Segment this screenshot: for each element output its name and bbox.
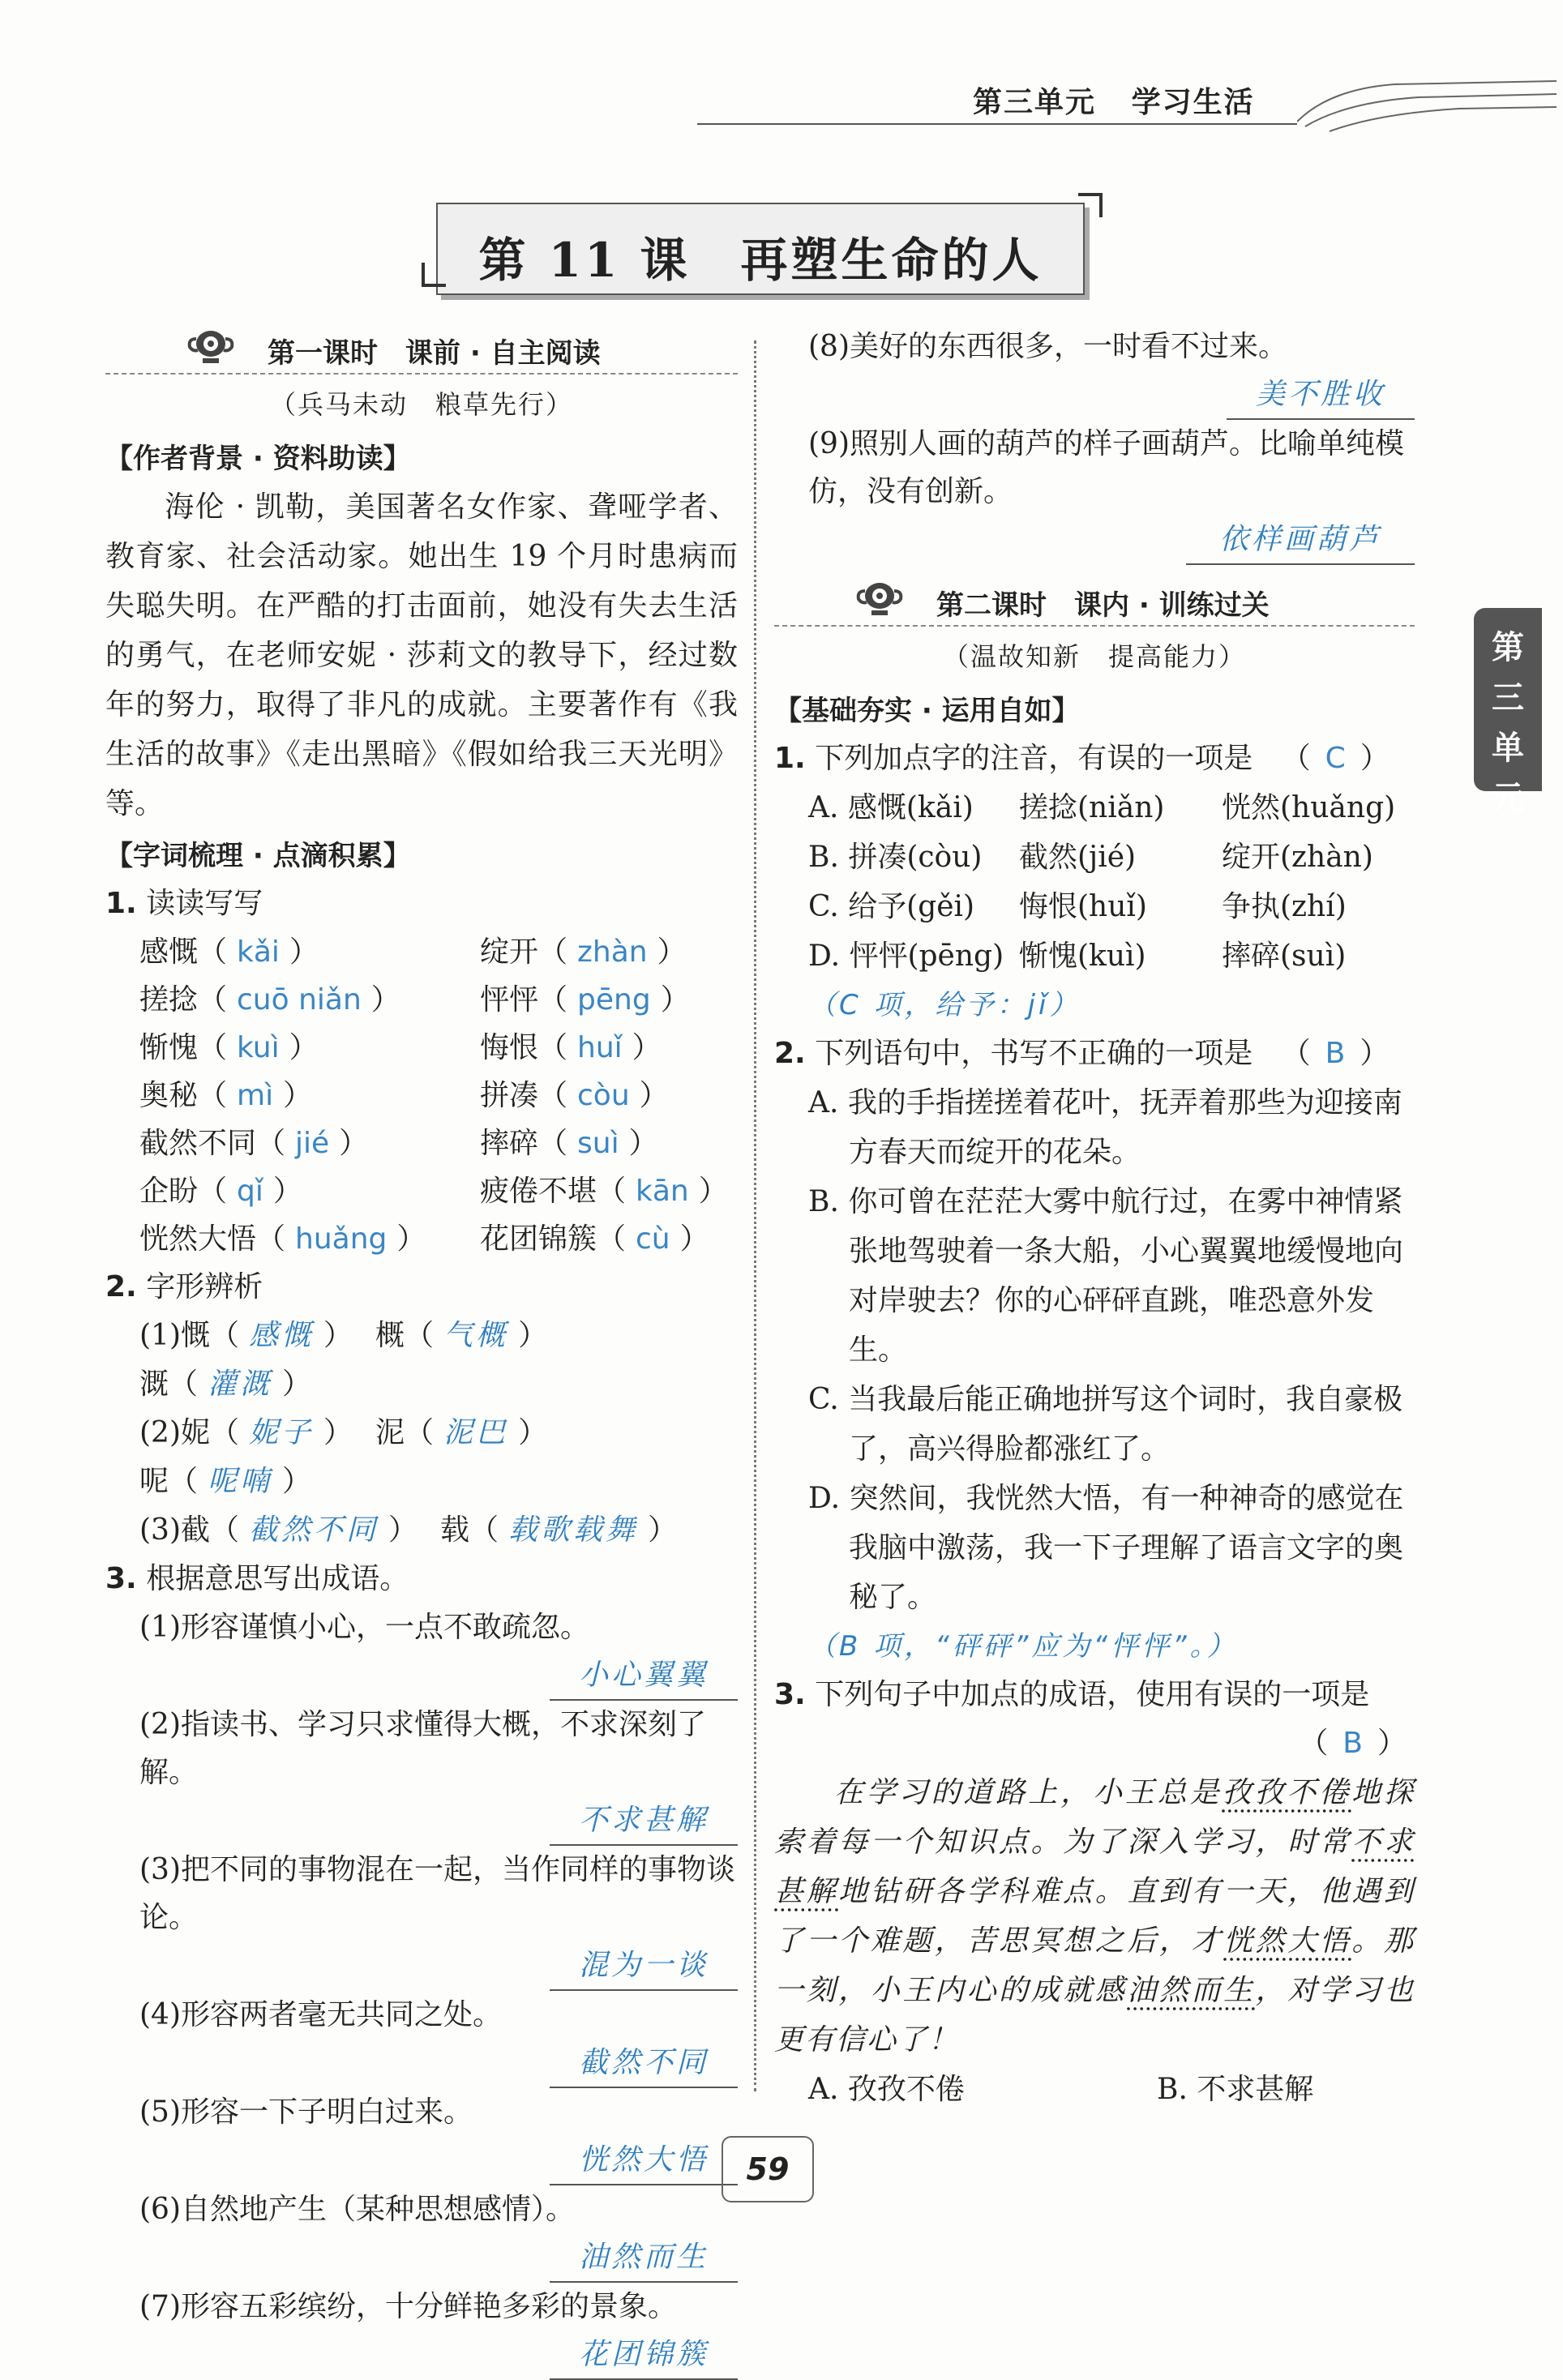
words-heading: 【字词梳理 · 点滴积累】 xyxy=(105,840,411,872)
lesson-title: 第 11 课 再塑生命的人 xyxy=(478,233,1043,288)
idiom-item xyxy=(774,420,1415,565)
glyph-label: (1)慨（ xyxy=(139,1319,239,1352)
pinyin-answer: còu xyxy=(577,1079,630,1112)
pinyin-grid xyxy=(105,928,738,1263)
idiom-definition: (6)自然地产生（某种思想感情）。 xyxy=(139,2193,575,2226)
paren-close: ） xyxy=(323,1416,353,1449)
option-text: B. 拼凑(còu) xyxy=(808,841,983,874)
mc-question-1 xyxy=(774,734,1415,783)
word-label: 疲倦不堪（ xyxy=(480,1175,627,1208)
pinyin-item xyxy=(139,976,480,1024)
paren-close: ） xyxy=(660,983,690,1017)
pinyin-answer: kuì xyxy=(237,1031,280,1064)
paren-close: ） xyxy=(698,1175,728,1208)
glyph-row xyxy=(105,1312,738,1409)
glyph-cell xyxy=(375,1409,547,1458)
section-subtitle: （兵马未动 粮草先行） xyxy=(269,389,573,420)
question-1 xyxy=(105,880,738,928)
question-number: 3. xyxy=(774,1678,806,1711)
paren-close: ） xyxy=(289,935,319,969)
pinyin-item xyxy=(139,1215,480,1263)
word-label: 感慨（ xyxy=(139,935,228,969)
answer-line xyxy=(139,1796,738,1846)
glyph-grid xyxy=(105,1312,738,1555)
dotted-idiom: 不求甚解 xyxy=(774,1826,1415,1908)
section-subtitle: （温故知新 提高能力） xyxy=(942,641,1246,672)
pinyin-item xyxy=(480,976,772,1024)
header-subject: 学习生活 xyxy=(1131,86,1255,119)
pinyin-item xyxy=(139,1167,480,1215)
paren-close: ） xyxy=(289,1031,319,1064)
right-column xyxy=(774,323,1415,2114)
option-text: 争执(zhí) xyxy=(1222,890,1347,923)
question-text: 读读写写 xyxy=(146,887,263,920)
answer-note: （C 项，给予：jǐ） xyxy=(808,989,1081,1021)
page-number: 59 xyxy=(722,2136,814,2202)
glyph-label: 呢（ xyxy=(139,1465,199,1498)
idiom-answer: 美不胜收 xyxy=(1227,370,1415,420)
pinyin-item xyxy=(480,1072,772,1119)
paren-close: ） xyxy=(518,1416,548,1449)
option-text: 恍然(huǎng) xyxy=(1222,791,1396,824)
paren-close: ） xyxy=(283,1079,313,1112)
idiom-item xyxy=(105,2088,738,2185)
idiom-answer: 花团锦簇 xyxy=(550,2331,738,2380)
trophy-icon xyxy=(855,580,904,617)
paren-close: ） xyxy=(388,1513,418,1547)
pinyin-item xyxy=(480,1167,772,1215)
pinyin-answer: pēng xyxy=(577,983,651,1017)
paren-close: ） xyxy=(396,1222,426,1256)
answer-line xyxy=(139,1941,738,1991)
word-label: 恍然大悟（ xyxy=(139,1222,286,1256)
idiom-answer: 小心翼翼 xyxy=(550,1651,738,1701)
option-text: A. 孜孜不倦 xyxy=(808,2073,965,2106)
idiom-definition: (9)照别人画的葫芦的样子画葫芦。比喻单纯模仿，没有创新。 xyxy=(808,427,1404,508)
corner-mark xyxy=(1078,193,1103,217)
idiom-answer: 截然不同 xyxy=(550,2039,738,2088)
idiom-definition: (5)形容一下子明白过来。 xyxy=(139,2095,473,2129)
passage-text: ，对学习也更有信心了！ xyxy=(774,1974,1415,2057)
pinyin-item xyxy=(139,1024,480,1072)
word-label: 怦怦（ xyxy=(480,983,568,1017)
option-text: 悔恨(huǐ) xyxy=(1019,890,1147,923)
passage-text: 。那一刻，小王内心的成就感 xyxy=(774,1924,1415,2007)
glyph-label: (3)截（ xyxy=(139,1513,239,1547)
glyph-cell xyxy=(139,1312,353,1360)
glyph-answer: 载歌载舞 xyxy=(508,1513,639,1547)
glyph-label: 溉（ xyxy=(139,1368,199,1401)
paren-close: ） xyxy=(370,983,400,1017)
answer-letter: B xyxy=(1342,1727,1363,1760)
pinyin-answer: qǐ xyxy=(237,1175,263,1208)
word-label: 企盼（ xyxy=(139,1175,228,1208)
question-text: 字形辨析 xyxy=(146,1270,263,1303)
section-title: 第一课时 课前 · 自主阅读 xyxy=(268,337,601,370)
unit-side-tab xyxy=(1474,608,1542,817)
glyph-answer: 泥巴 xyxy=(443,1416,509,1449)
paren-close: ） xyxy=(679,1222,709,1256)
glyph-answer: 气概 xyxy=(443,1319,509,1352)
idiom-answer: 不求甚解 xyxy=(550,1796,738,1846)
glyph-cell xyxy=(139,1409,353,1458)
glyph-cell xyxy=(139,1360,311,1409)
option-row xyxy=(774,931,1415,981)
question-2 xyxy=(105,1263,738,1312)
glyph-label: 概（ xyxy=(375,1319,435,1352)
option-text: 截然(jié) xyxy=(1019,841,1137,874)
word-label: 奥秘（ xyxy=(139,1079,228,1112)
author-paragraph xyxy=(105,482,738,828)
paren-close: ） xyxy=(657,935,687,969)
question-number: 2. xyxy=(105,1270,137,1303)
glyph-label: (2)妮（ xyxy=(139,1416,239,1449)
idiom-item xyxy=(105,2185,738,2283)
option-row xyxy=(774,783,1415,833)
question-number: 1. xyxy=(105,887,137,920)
author-heading: 【作者背景 · 资料助读】 xyxy=(105,443,411,475)
idiom-answer: 油然而生 xyxy=(550,2233,738,2283)
answer-line xyxy=(139,2331,738,2380)
word-label: 拼凑（ xyxy=(480,1079,568,1112)
idiom-definition: (2)指读书、学习只求懂得大概，不求深刻了解。 xyxy=(139,1708,706,1789)
paren-close: ） xyxy=(628,1127,658,1160)
option-text: B. 不求甚解 xyxy=(1157,2073,1314,2106)
pinyin-answer: cù xyxy=(636,1222,670,1256)
answer-paren: （ xyxy=(1299,1727,1329,1760)
glyph-cell xyxy=(139,1506,418,1555)
pinyin-answer: mì xyxy=(237,1079,274,1112)
paren-close: ） xyxy=(648,1513,678,1547)
pinyin-answer: jié xyxy=(295,1127,330,1160)
glyph-row xyxy=(105,1409,738,1506)
mc-question-2 xyxy=(774,1029,1415,1078)
pinyin-item xyxy=(139,1072,480,1119)
option-row xyxy=(774,882,1415,931)
answer-paren: ） xyxy=(1377,1727,1407,1760)
idiom-definition: (8)美好的东西很多，一时看不过来。 xyxy=(808,330,1287,363)
answer-line xyxy=(139,2039,738,2088)
pinyin-answer: huǎng xyxy=(295,1222,388,1256)
question-3 xyxy=(105,1555,738,1603)
idiom-item xyxy=(774,323,1415,420)
pinyin-answer: suì xyxy=(577,1127,619,1160)
option-text: C. 当我最后能正确地拼写这个词时，我自豪极了，高兴得脸都涨红了。 xyxy=(808,1383,1403,1466)
idiom-list xyxy=(105,1603,738,2380)
mc2-options xyxy=(774,1078,1415,1622)
option-text: D. 怦怦(pēng) xyxy=(808,940,1004,973)
header-unit: 第三单元 xyxy=(973,86,1097,119)
glyph-row xyxy=(105,1506,738,1555)
option-text: A. 我的手指搓搓着花叶，抚弄着那些为迎接南方春天而绽开的花朵。 xyxy=(808,1086,1402,1169)
header-title xyxy=(973,79,1255,121)
idiom-item xyxy=(105,1846,738,1991)
passage-text: 地探索着每一个知识点。为了深入学习，时常 xyxy=(774,1776,1415,1859)
pinyin-item xyxy=(139,1119,480,1167)
question-text: 下列加点字的注音，有误的一项是 xyxy=(815,742,1253,775)
mc3-options xyxy=(774,2065,1415,2114)
answer-line xyxy=(139,2233,738,2283)
paren-close: ） xyxy=(632,1031,662,1064)
glyph-cell xyxy=(440,1506,677,1555)
side-tab-label: 第三单元 xyxy=(1492,629,1524,817)
pinyin-item xyxy=(139,928,480,976)
header-rule xyxy=(697,123,1297,125)
question-text: 下列句子中加点的成语，使用有误的一项是 xyxy=(815,1678,1370,1711)
word-label: 悔恨（ xyxy=(480,1031,568,1064)
option-text: C. 给予(gěi) xyxy=(808,890,975,923)
glyph-label: 载（ xyxy=(440,1513,499,1547)
option-text: 惭愧(kuì) xyxy=(1019,940,1146,973)
word-label: 绽开（ xyxy=(480,935,568,969)
mc1-options xyxy=(774,783,1415,981)
header-decoration xyxy=(1297,57,1557,138)
answer-note: （B 项，“砰砰”应为“怦怦”。） xyxy=(808,1630,1238,1663)
idiom-definition: (7)形容五彩缤纷，十分鲜艳多彩的景象。 xyxy=(139,2290,677,2323)
answer-paren: ） xyxy=(1360,742,1390,775)
dotted-idiom: 恍然大悟 xyxy=(1223,1924,1352,1958)
paren-close: ） xyxy=(272,1175,302,1208)
pinyin-answer: huǐ xyxy=(577,1031,623,1064)
dotted-idiom: 孜孜不倦 xyxy=(1222,1776,1352,1809)
left-column xyxy=(105,324,738,2380)
option-text: 绽开(zhàn) xyxy=(1222,841,1373,874)
question-text: 根据意思写出成语。 xyxy=(146,1562,409,1595)
answer-line xyxy=(139,2136,738,2185)
pinyin-item xyxy=(480,1119,772,1167)
idiom-item xyxy=(105,1701,738,1846)
answer-line xyxy=(808,516,1415,565)
dotted-idiom: 油然而生 xyxy=(1127,1974,1256,2007)
option-text: 搓捻(niǎn) xyxy=(1019,791,1165,824)
answer-paren: （ xyxy=(1281,1037,1311,1070)
idiom-item xyxy=(105,1991,738,2088)
pinyin-item xyxy=(480,928,772,976)
word-label: 花团锦簇（ xyxy=(480,1222,627,1256)
option-text: D. 突然间，我恍然大悟，有一种神奇的感觉在我脑中激荡，我一下子理解了语言文字的奥秘了。 xyxy=(808,1482,1404,1614)
pinyin-answer: kǎi xyxy=(237,935,280,969)
passage-text: 地钻研各学科难点。直到有一天，他遇到了一个难题，苦思冥想之后，才 xyxy=(774,1875,1415,1958)
passage-text: 在学习的道路上，小王总是 xyxy=(833,1776,1223,1809)
glyph-answer: 灌溉 xyxy=(208,1368,273,1401)
glyph-cell xyxy=(139,1458,311,1506)
option-text: B. 你可曾在茫茫大雾中航行过，在雾中神情紧张地驾驶着一条大船，小心翼翼地缓慢地向对岸驶去？你的心砰砰直跳，唯恐意外发生。 xyxy=(808,1185,1404,1367)
question-text: 下列语句中，书写不正确的一项是 xyxy=(815,1037,1253,1070)
section-header xyxy=(774,576,1415,627)
glyph-label: 泥（ xyxy=(375,1416,435,1449)
trophy-icon xyxy=(186,327,235,365)
idiom-list-cont xyxy=(774,323,1415,565)
pinyin-item xyxy=(480,1024,772,1072)
paren-close: ） xyxy=(282,1368,312,1401)
paren-close: ） xyxy=(282,1465,312,1498)
idiom-answer: 恍然大悟 xyxy=(550,2136,738,2185)
pinyin-answer: cuō niǎn xyxy=(237,983,362,1017)
section-header xyxy=(105,324,738,375)
answer-paren: ） xyxy=(1360,1037,1390,1070)
option-text: 摔碎(suì) xyxy=(1222,940,1347,973)
idiom-definition: (1)形容谨慎小心，一点不敢疏忽。 xyxy=(139,1611,589,1644)
pinyin-answer: kān xyxy=(636,1175,689,1208)
paren-close: ） xyxy=(639,1079,669,1112)
idiom-definition: (3)把不同的事物混在一起，当作同样的事物谈论。 xyxy=(139,1853,735,1934)
question-number: 1. xyxy=(774,742,806,775)
word-label: 搓捻（ xyxy=(139,983,228,1017)
answer-line xyxy=(139,1651,738,1701)
answer-letter: C xyxy=(1325,742,1346,775)
question-number: 3. xyxy=(105,1562,137,1595)
answer-line xyxy=(808,370,1415,420)
idiom-answer: 依样画葫芦 xyxy=(1186,516,1415,565)
reading-passage xyxy=(774,1768,1415,2065)
glyph-cell xyxy=(375,1312,547,1360)
lesson-title-box xyxy=(436,203,1085,295)
idiom-item xyxy=(105,1603,738,1701)
pinyin-item xyxy=(480,1215,772,1263)
author-text: 海伦 · 凯勒，美国著名女作家、聋哑学者、教育家、社会活动家。她出生 19 个月时患病而失聪失明。在严酷的打击面前，她没有失去生活的勇气，在老师安妮 · 莎莉文的教导下，经过数年的努力，取得了非凡的成就。主要著作有《我生活的故事》《走出黑暗》《假如给我三天光明》等。 xyxy=(105,490,738,820)
paren-close: ） xyxy=(518,1319,548,1352)
glyph-answer: 妮子 xyxy=(249,1416,315,1449)
answer-row xyxy=(774,1719,1415,1768)
idiom-answer: 混为一谈 xyxy=(550,1941,738,1991)
glyph-answer: 感慨 xyxy=(249,1319,315,1352)
answer-letter: B xyxy=(1325,1037,1346,1070)
paren-close: ） xyxy=(339,1127,369,1160)
option-text: A. 感慨(kǎi) xyxy=(808,791,974,824)
idiom-definition: (4)形容两者毫无共同之处。 xyxy=(139,1998,502,2031)
option-row xyxy=(774,833,1415,882)
answer-paren: （ xyxy=(1281,742,1311,775)
paren-close: ） xyxy=(323,1319,353,1352)
pinyin-answer: zhàn xyxy=(577,935,648,969)
word-label: 摔碎（ xyxy=(480,1127,568,1160)
idiom-item xyxy=(105,2283,738,2380)
glyph-answer: 呢喃 xyxy=(208,1465,273,1498)
word-label: 截然不同（ xyxy=(139,1127,286,1160)
basic-heading: 【基础夯实 · 运用自如】 xyxy=(774,695,1080,727)
section-title: 第二课时 课内 · 训练过关 xyxy=(936,589,1270,622)
question-number: 2. xyxy=(774,1037,806,1070)
glyph-answer: 截然不同 xyxy=(249,1513,379,1547)
word-label: 惭愧（ xyxy=(139,1031,228,1064)
page-header xyxy=(697,57,1557,138)
mc-question-3 xyxy=(774,1671,1415,1719)
